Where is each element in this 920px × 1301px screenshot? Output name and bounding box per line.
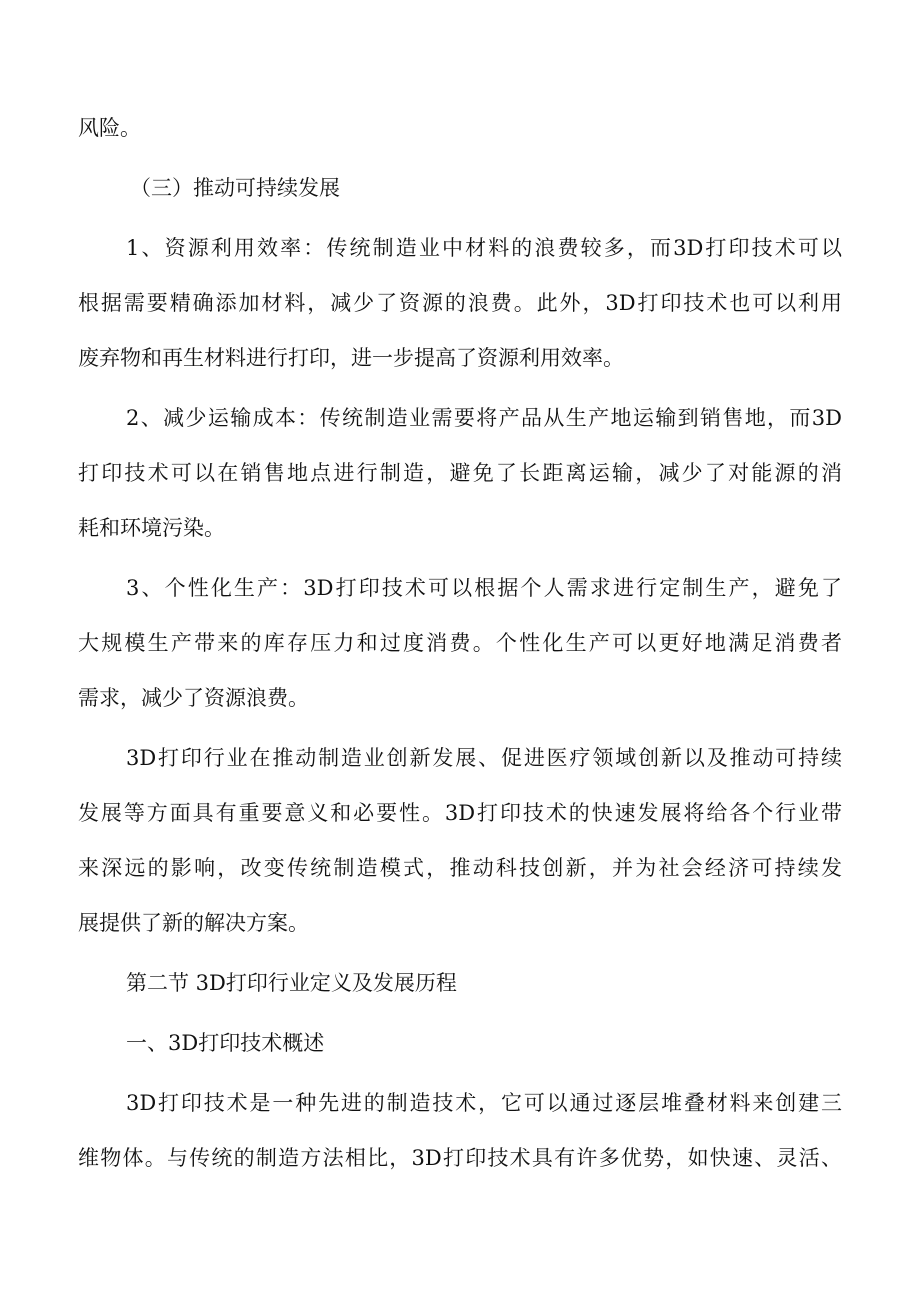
text-line: 来深远的影响，改变传统制造模式，推动科技创新，并为社会经济可持续发 [78, 856, 842, 880]
text-line: 2、减少运输成本：传统制造业需要将产品从生产地运输到销售地，而3D [126, 406, 842, 430]
text-line: 风险。 [78, 116, 141, 140]
text-line: 3D打印技术是一种先进的制造技术，它可以通过逐层堆叠材料来创建三 [126, 1091, 842, 1115]
text-line: 发展等方面具有重要意义和必要性。3D打印技术的快速发展将给各个行业带 [78, 801, 842, 825]
subheading: （三）推动可持续发展 [130, 176, 340, 200]
text-line: 耗和环境污染。 [78, 516, 225, 540]
text-line: 展提供了新的解决方案。 [78, 911, 309, 935]
text-line: 维物体。与传统的制造方法相比，3D打印技术具有许多优势，如快速、灵活、 [78, 1146, 842, 1170]
text-line: 3、个性化生产：3D打印技术可以根据个人需求进行定制生产，避免了 [126, 576, 842, 600]
text-line: 3D打印行业在推动制造业创新发展、促进医疗领域创新以及推动可持续 [126, 746, 842, 770]
text-line: 废弃物和再生材料进行打印，进一步提高了资源利用效率。 [78, 346, 624, 370]
text-line: 根据需要精确添加材料，减少了资源的浪费。此外，3D打印技术也可以利用 [78, 291, 842, 315]
section-heading: 第二节 3D打印行业定义及发展历程 [126, 971, 457, 995]
subheading: 一、3D打印技术概述 [126, 1031, 325, 1055]
text-line: 大规模生产带来的库存压力和过度消费。个性化生产可以更好地满足消费者 [78, 631, 842, 655]
text-line: 需求，减少了资源浪费。 [78, 686, 309, 710]
text-line: 1、资源利用效率：传统制造业中材料的浪费较多，而3D打印技术可以 [126, 236, 842, 260]
text-line: 打印技术可以在销售地点进行制造，避免了长距离运输，减少了对能源的消 [78, 461, 842, 485]
